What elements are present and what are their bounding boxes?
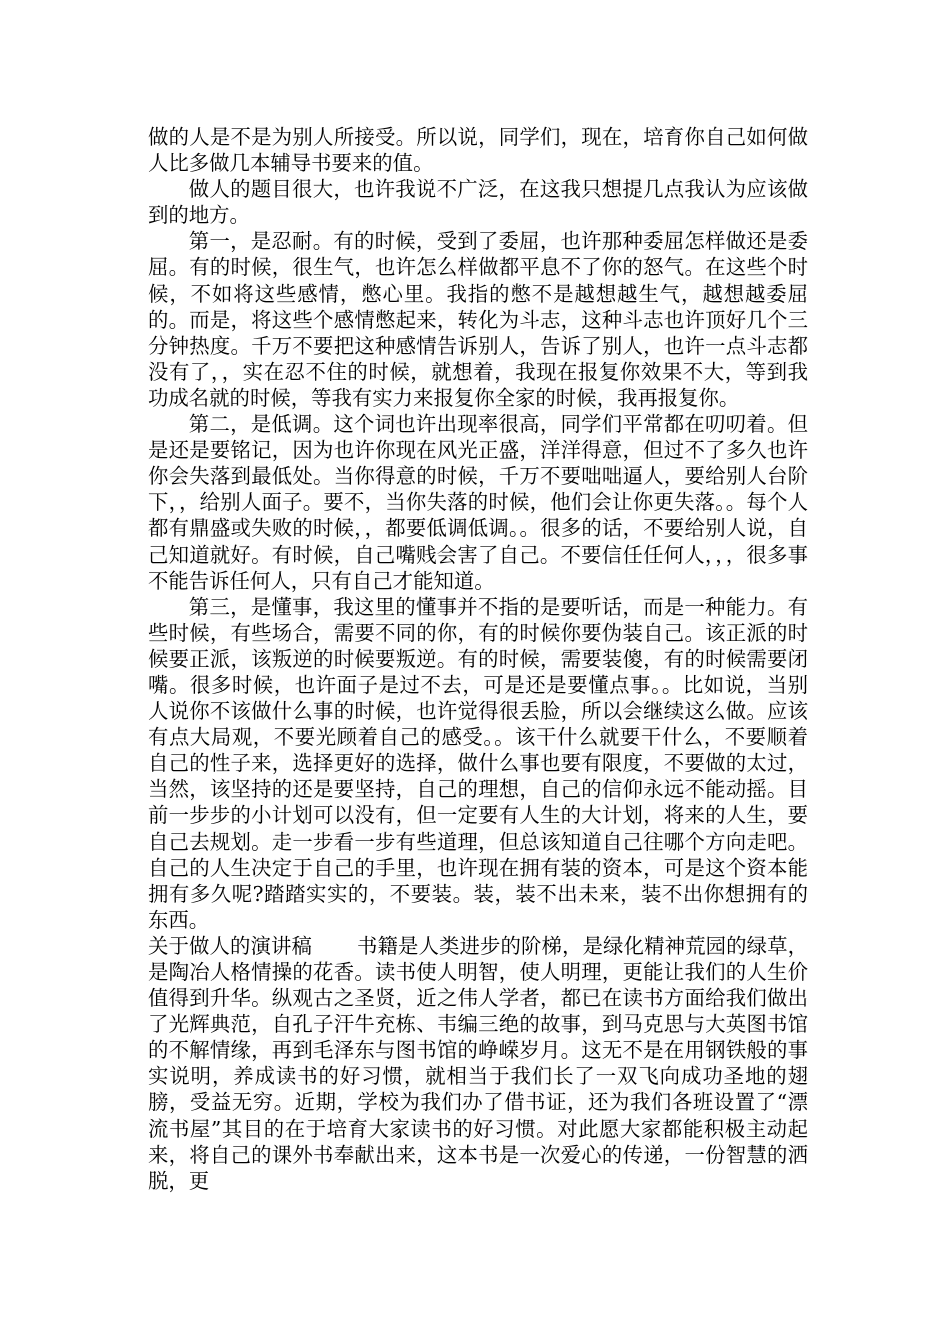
second-speech-title: 关于做人的演讲稿 (148, 933, 313, 958)
document-body (148, 124, 808, 1194)
paragraph-second-speech (148, 933, 808, 1194)
second-speech-text: 书籍是人类进步的阶梯，是绿化精神荒园的绿草，是陶冶人格情操的花香。读书使人明智，使人明理，更能让我们的人生价值得到升华。纵观古之圣贤，近之伟人学者，都已在读书方面给我们做出了光辉典范，自孔子汗牛充栋、韦编三绝的故事，到马克思与大英图书馆的不解情缘，再到毛泽东与图书馆的峥嵘岁月。这无不是在用钢铁般的事实说明，养成读书的好习惯，就相当于我们长了一双飞向成功圣地的翅膀，受益无穷。近期，学校为我们办了借书证，还为我们各班设置了“漂流书屋”其目的在于培育大家读书的好习惯。对此愿大家都能积极主动起来，将自己的课外书奉献出来，这本书是一次爱心的传递，一份智慧的洒脱，更 (148, 933, 809, 1193)
paragraph-third-sensible: 第三，是懂事，我这里的懂事并不指的是要听话，而是一种能力。有些时候，有些场合，需要不同的你，有的时候你要伪装自己。该正派的时候要正派，该叛逆的时候要叛逆。有的时候，需要装傻，有的时候需要闭嘴。很多时候，也许面子是过不去，可是还是要懂点事。。比如说，当别人说你不该做什么事的时候，也许觉得很丢脸，所以会继续这么做。应该有点大局观，不要光顾着自己的感受。。该干什么就要干什么，不要顺着自己的性子来，选择更好的选择，做什么事也要有限度，不要做的太过，当然，该坚持的还是要坚持，自己的理想，自己的信仰永远不能动摇。目前一步步的小计划可以没有，但一定要有人生的大计划，将来的人生，要自己去规划。走一步看一步有些道理，但总该知道自己往哪个方向走吧。自己的人生决定于自己的手里，也许现在拥有装的资本，可是这个资本能拥有多久呢?踏踏实实的，不要装。装，装不出未来，装不出你想拥有的东西。 (148, 594, 808, 932)
paragraph-first-patience: 第一，是忍耐。有的时候，受到了委屈，也许那种委屈怎样做还是委屈。有的时候，很生气，也许怎么样做都平息不了你的怒气。在这些个时候，不如将这些感情，憋心里。我指的憋不是越想越生气，越想越委屈的。而是，将这些个感情憋起来，转化为斗志，这种斗志也许顶好几个三分钟热度。千万不要把这种感情告诉别人，告诉了别人，也许一点斗志都没有了，，实在忍不住的时候，就想着，我现在报复你效果不大，等到我功成名就的时候，等我有实力来报复你全家的时候，我再报复你。 (148, 229, 808, 410)
paragraph-intro: 做的人是不是为别人所接受。所以说，同学们，现在，培育你自己如何做人比多做几本辅导书要来的值。 (148, 125, 808, 176)
paragraph-second-low-profile: 第二，是低调。这个词也许出现率很高，同学们平常都在叨叨着。但是还是要铭记，因为也许你现在风光正盛，洋洋得意，但过不了多久也许你会失落到最低处。当你得意的时候，千万不要咄咄逼人，要给别人台阶下，，给别人面子。要不，当你失落的时候，他们会让你更失落。。每个人都有鼎盛或失败的时候，，都要低调低调。。很多的话，不要给别人说，自己知道就好。有时候，自己嘴贱会害了自己。不要信任任何人，，，很多事不能告诉任何人，只有自己才能知道。 (148, 412, 808, 593)
paragraph-topic: 做人的题目很大，也许我说不广泛，在这我只想提几点我认为应该做到的地方。 (148, 177, 808, 228)
